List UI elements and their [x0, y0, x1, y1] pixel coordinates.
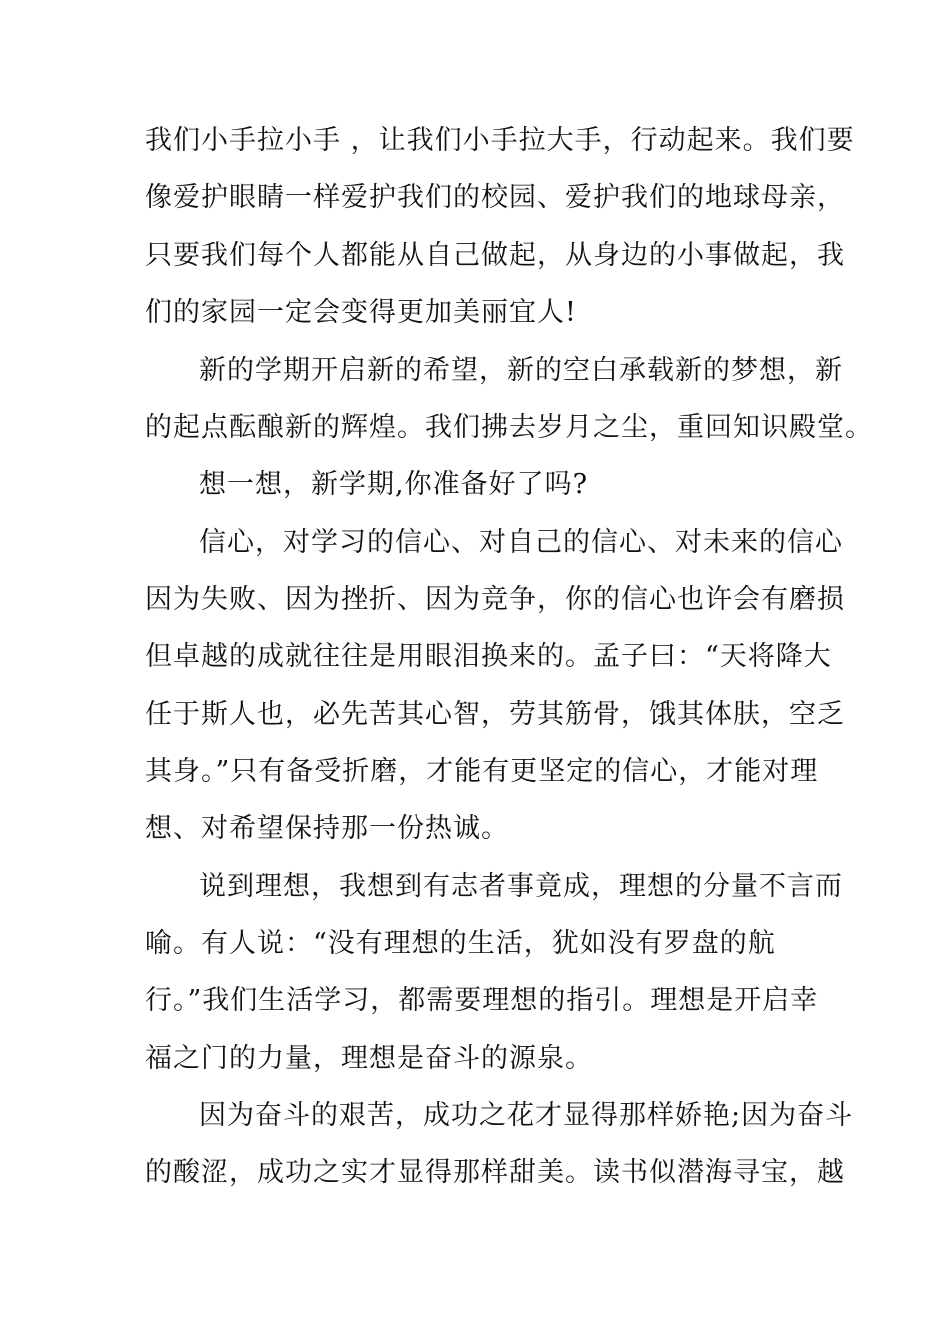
text-line: 行。”我们生活学习，都需要理想的指引。理想是开启幸 — [145, 985, 819, 1016]
text-line: 其身。”只有备受折磨，才能有更坚定的信心，才能对理 — [145, 756, 819, 787]
paragraph-first-line: 信心，对学习的信心、对自己的信心、对未来的信心 — [199, 527, 843, 558]
text-line: 喻。有人说：“没有理想的生活，犹如没有罗盘的航 — [145, 928, 776, 959]
text-line: 任于斯人也，必先苦其心智，劳其筋骨，饿其体肤，空乏 — [145, 699, 845, 730]
text-line: 福之门的力量，理想是奋斗的源泉。 — [145, 1043, 593, 1074]
text-line: 只要我们每个人都能从自己做起，从身边的小事做起，我 — [145, 240, 845, 271]
text-line: 像爱护眼睛一样爱护我们的校园、爱护我们的地球母亲， — [145, 182, 845, 213]
paragraph-first-line: 新的学期开启新的希望，新的空白承载新的梦想，新 — [199, 355, 843, 386]
paragraph-first-line: 因为奋斗的艰苦，成功之花才显得那样娇艳;因为奋斗 — [199, 1100, 854, 1131]
text-line: 们的家园一定会变得更加美丽宜人! — [145, 297, 577, 328]
text-line: 因为失败、因为挫折、因为竞争，你的信心也许会有磨损 — [145, 584, 845, 615]
text-line: 的起点酝酿新的辉煌。我们拂去岁月之尘，重回知识殿堂。 — [145, 412, 873, 443]
text-line: 想、对希望保持那一份热诚。 — [145, 813, 509, 844]
paragraph-first-line: 想一想，新学期,你准备好了吗? — [199, 469, 589, 500]
text-line: 的酸涩，成功之实才显得那样甜美。读书似潜海寻宝，越 — [145, 1157, 845, 1188]
paragraph-first-line: 说到理想，我想到有志者事竟成，理想的分量不言而 — [199, 871, 843, 902]
text-line: 我们小手拉小手 ，让我们小手拉大手，行动起来。我们要 — [145, 125, 855, 156]
text-line: 但卓越的成就往往是用眼泪换来的。孟子曰：“天将降大 — [145, 641, 832, 672]
